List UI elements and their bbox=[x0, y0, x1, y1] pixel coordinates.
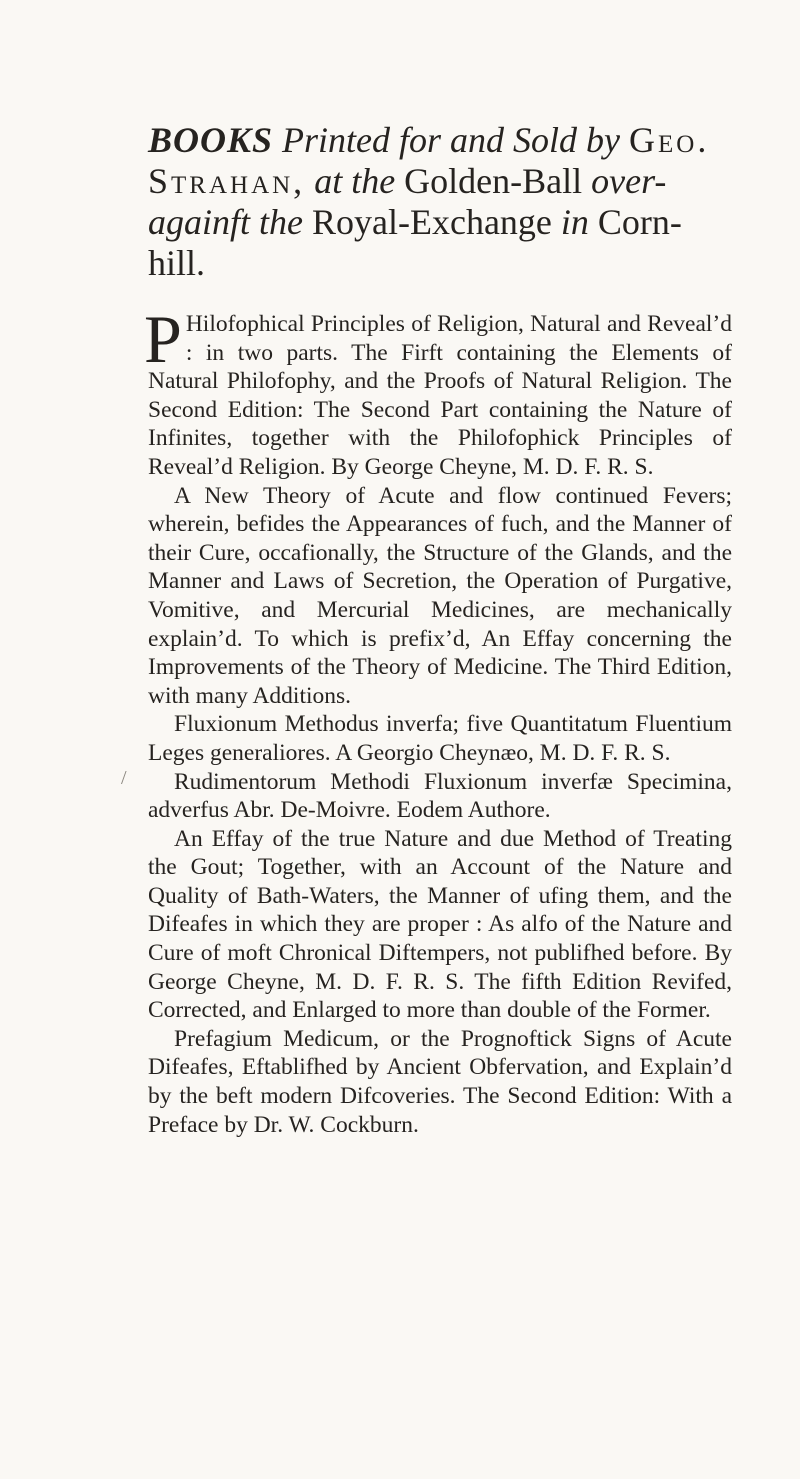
drop-cap: P bbox=[144, 301, 182, 377]
header-corn: Corn- bbox=[597, 202, 682, 242]
header-hill: hill. bbox=[148, 243, 206, 283]
header-golden-ball: Golden-Ball bbox=[404, 161, 583, 201]
header-strahan: Strahan, bbox=[148, 161, 306, 201]
header-over: over- bbox=[591, 161, 667, 201]
book-entry-prefagium-medicum: Prefagium Medicum, or the Prognoftick Signs of Acute Difeafes, Eftablifhed by Ancient Obfervation, and Explain’d by the beft modern Difcoveries. The Second Edition: With a Preface by Dr. W. Cockburn. bbox=[148, 1025, 732, 1138]
header-at-the: at the bbox=[314, 161, 396, 201]
advertisement-header bbox=[148, 120, 738, 284]
book-entry-philosophical-principles bbox=[144, 301, 732, 482]
book-list bbox=[144, 301, 732, 1139]
book-entry-rudimentorum: Rudimentorum Methodi Fluxionum inverfæ Specimina, adverfus Abr. De-Moivre. Eodem Authore. bbox=[148, 768, 732, 824]
book-entry-essay-on-gout: An Effay of the true Nature and due Method of Treating the Gout; Together, with an Account of the Nature and Quality of Bath-Waters, the Manner of ufing them, and the Difeafes in which they are proper : As alfo of the Nature and Cure of moft Chronical Diftempers, not publifhed before. By George Cheyne, M. D. F. R. S. The fifth Edition Revifed, Corrected, and Enlarged to more than double of the Former. bbox=[148, 825, 732, 1024]
margin-mark: / bbox=[121, 767, 127, 789]
entry-text: Hilofophical Principles of Religion, Natural and Reveal’d : in two parts. The Firft containing the Elements of Natural Philofophy, and the Proofs of Natural Religion. The Second Edition: The Second Part containing the Nature of Infinites, together with the Philofophick Principles of Reveal’d Religion. By George Cheyne, M. D. F. R. S. bbox=[148, 311, 732, 480]
header-printed: Printed for and Sold by bbox=[282, 120, 621, 160]
header-in: in bbox=[560, 202, 589, 242]
header-geo: Geo. bbox=[629, 120, 710, 160]
book-entry-theory-of-fevers: A New Theory of Acute and flow continued Fevers; wherein, befides the Appearances of fuch, and the Manner of their Cure, occafionally, the Structure of the Glands, and the Manner and Laws of Secretion, the Operation of Purgative, Vomitive, and Mercurial Medicines, are mechanically explain’d. To which is prefix’d, An Effay concerning the Improvements of the Theory of Medicine. The Third Edition, with many Additions. bbox=[148, 482, 732, 709]
header-books: BOOKS bbox=[148, 120, 274, 160]
book-entry-fluxionum-methodus: Fluxionum Methodus inverfa; five Quantitatum Fluentium Leges generaliores. A Georgio Cheynæo, M. D. F. R. S. bbox=[148, 711, 732, 766]
header-againft: againft the bbox=[148, 202, 303, 242]
header-royal-exchange: Royal-Exchange bbox=[312, 202, 552, 242]
